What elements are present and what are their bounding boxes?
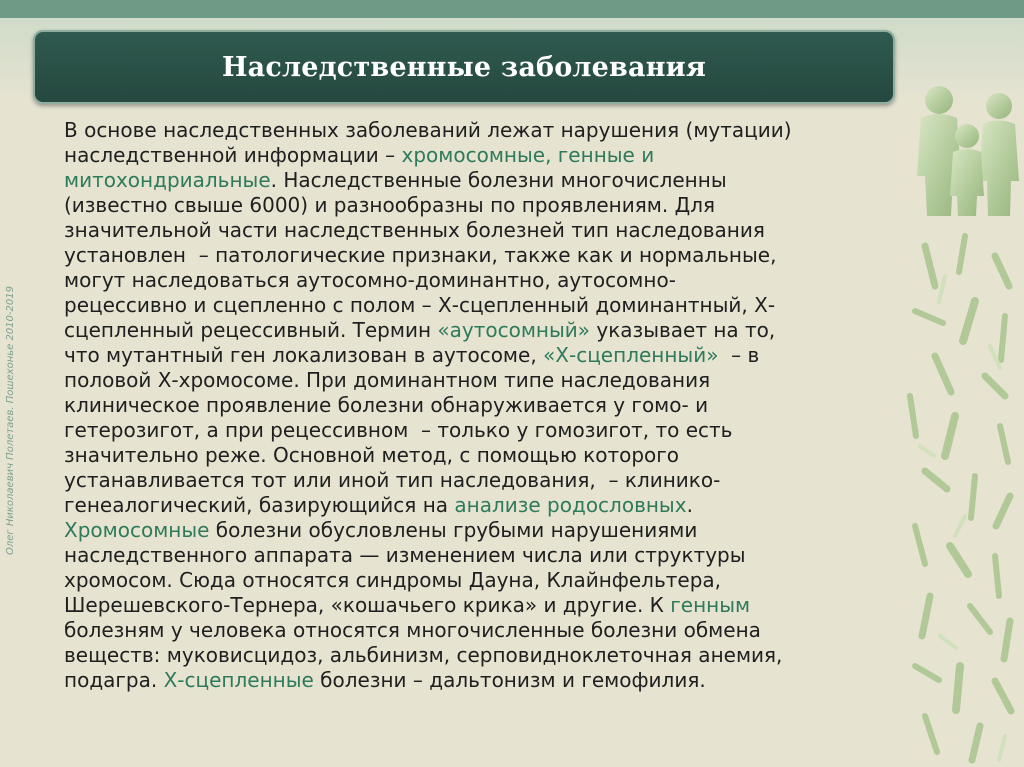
- text-run: подагра.: [64, 668, 164, 692]
- text-run: значительной части наследственных болезней тип наследования: [64, 218, 765, 242]
- text-run: . Наследственные болезни многочисленны: [270, 168, 727, 192]
- text-line: [64, 643, 884, 668]
- title-bar: [33, 30, 895, 104]
- text-run: веществ: муковисцидоз, альбинизм, серповидноклеточная анемия,: [64, 643, 783, 667]
- chromosomes-pattern-icon: [910, 236, 1011, 760]
- text-line: [64, 143, 884, 168]
- text-run: значительно реже. Основной метод, с помощью которого: [64, 443, 680, 467]
- decor-panel: [895, 76, 1024, 767]
- text-run: болезни обусловлены грубыми нарушениями: [209, 518, 698, 542]
- highlight-term: генным: [670, 593, 751, 617]
- highlight-term: хромосомные, генные и: [401, 143, 655, 167]
- text-run: что мутантный ген локализован в аутосоме,: [64, 343, 544, 367]
- slide-title: Наследственные заболевания: [221, 51, 707, 83]
- text-line: [64, 393, 884, 418]
- text-line: [64, 118, 884, 143]
- text-line: [64, 543, 884, 568]
- text-line: [64, 618, 884, 643]
- text-line: [64, 318, 884, 343]
- side-caption: Олег Николаевич Полетаев. Пошехонье 2010-2019: [5, 286, 16, 555]
- text-run: гетерозигот, а при рецессивном – только у гомозигот, то есть: [64, 418, 733, 442]
- text-line: [64, 168, 884, 193]
- text-line: [64, 193, 884, 218]
- family-figures-icon: [917, 86, 1019, 216]
- highlight-term: анализе родословных: [454, 493, 687, 517]
- text-run: В основе наследственных заболеваний лежат нарушения (мутации): [64, 118, 792, 142]
- highlight-term: «аутосомный»: [437, 318, 591, 342]
- top-band: [0, 0, 1024, 18]
- text-line: [64, 293, 884, 318]
- text-run: генеалогический, базирующийся на: [64, 493, 455, 517]
- text-run: указывает на то,: [590, 318, 776, 342]
- text-line: [64, 568, 884, 593]
- text-run: половой Х-хромосоме. При доминантном типе наследования: [64, 368, 711, 392]
- text-run: Шерешевского-Тернера, «кошачьего крика» и другие. К: [64, 593, 671, 617]
- text-run: хромосом. Сюда относятся синдромы Дауна, Клайнфельтера,: [64, 568, 722, 592]
- text-run: наследственного аппарата — изменением числа или структуры: [64, 543, 746, 567]
- text-run: (известно свыше 6000) и разнообразны по проявлениям. Для: [64, 193, 716, 217]
- highlight-term: «Х-сцепленный»: [543, 343, 719, 367]
- text-run: наследственной информации –: [64, 143, 402, 167]
- highlight-term: Х-сцепленные: [163, 668, 314, 692]
- text-line: [64, 443, 884, 468]
- main-text: [64, 118, 884, 693]
- text-line: [64, 343, 884, 368]
- text-run: устанавливается тот или иной тип наследования, – клинико-: [64, 468, 721, 492]
- text-run: болезням у человека относятся многочисленные болезни обмена: [64, 618, 761, 642]
- text-line: [64, 218, 884, 243]
- text-run: установлен – патологические признаки, также как и нормальные,: [64, 243, 777, 267]
- text-line: [64, 668, 884, 693]
- text-run: рецессивно и сцепленно с полом – Х-сцепленный доминантный, Х-: [64, 293, 776, 317]
- text-line: [64, 518, 884, 543]
- text-run: болезни – дальтонизм и гемофилия.: [313, 668, 706, 692]
- text-line: [64, 418, 884, 443]
- text-line: [64, 243, 884, 268]
- text-run: клиническое проявление болезни обнаруживается у гомо- и: [64, 393, 709, 417]
- text-line: [64, 368, 884, 393]
- text-line: [64, 468, 884, 493]
- text-line: [64, 268, 884, 293]
- text-run: могут наследоваться аутосомно-доминантно, аутосомно-: [64, 268, 676, 292]
- text-run: – в: [718, 343, 760, 367]
- highlight-term: митохондриальные: [64, 168, 271, 192]
- text-line: [64, 493, 884, 518]
- highlight-term: Хромосомные: [64, 518, 210, 542]
- text-run: .: [686, 493, 693, 517]
- text-line: [64, 593, 884, 618]
- text-run: сцепленный рецессивный. Термин: [64, 318, 438, 342]
